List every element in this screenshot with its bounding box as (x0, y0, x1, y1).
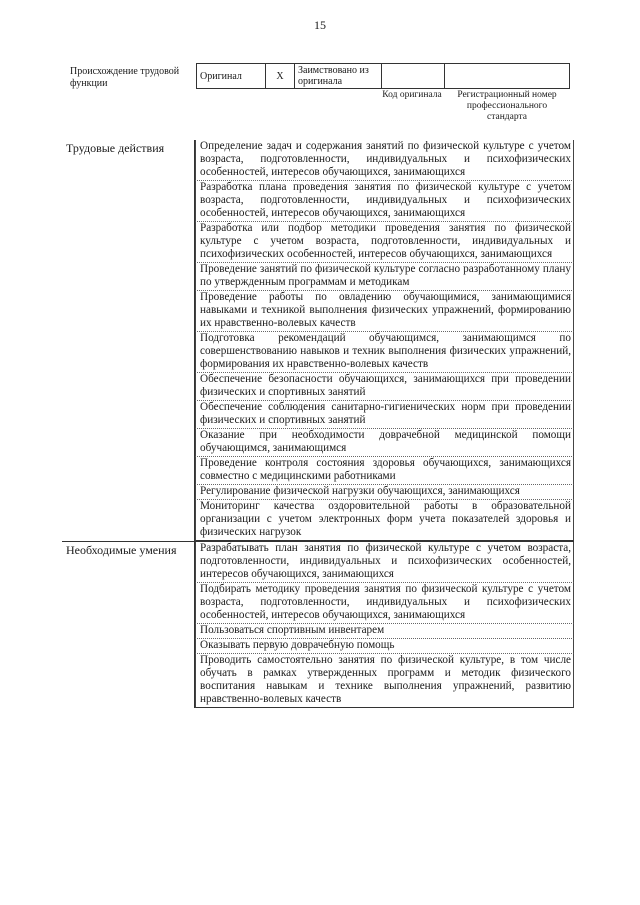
original-mark: X (266, 64, 295, 89)
original-label: Оригинал (197, 64, 266, 89)
list-item: Разработка или подбор методики проведения занятия по физической культуре с учетом возраста, подготовленности, индивидуальных и психофизических особенностей, интересов обучающихся, занимающихся (195, 222, 574, 263)
section-heading: Трудовые действия (62, 140, 195, 542)
list-item: Пользоваться спортивным инвентарем (195, 624, 574, 639)
list-item: Обеспечение безопасности обучающихся, занимающихся при проведении физических и спортивных занятий (195, 373, 574, 401)
list-item: Обеспечение соблюдения санитарно-гигиенических норм при проведении физических и спортивных занятий (195, 401, 574, 429)
list-item: Мониторинг качества оздоровительной работы в образовательной организации с учетом электронных форм учета показателей здоровья и физических нагрузок (195, 500, 574, 541)
section-labor-actions (62, 140, 574, 542)
reg-note: Регистрационный номер профессионального стандарта (457, 90, 557, 122)
code-cell (382, 64, 445, 89)
list-item: Проведение контроля состояния здоровья обучающихся, занимающихся совместно с медицинскими работниками (195, 457, 574, 485)
list-item: Подготовка рекомендаций обучающимся, занимающимся по совершенствованию навыков и техник выполнения физических упражнений, формирования их нравственно-волевых качеств (195, 332, 574, 373)
list-item: Определение задач и содержания занятий по физической культуре с учетом возраста, подготовленности, индивидуальных и психофизических особенностей, интересов обучающихся, занимающихся (195, 140, 574, 181)
list-item: Разрабатывать план занятия по физической культуре с учетом возраста, подготовленности, индивидуальных и психофизических особенностей, интересов обучающихся, занимающихся (195, 542, 574, 583)
list-item: Разработка плана проведения занятия по физической культуре с учетом возраста, подготовленности, индивидуальных и психофизических особенностей, интересов обучающихся, занимающихся (195, 181, 574, 222)
origin-table (196, 63, 570, 89)
reg-number-cell (445, 64, 570, 89)
page-number: 15 (314, 18, 326, 32)
list-item: Регулирование физической нагрузки обучающихся, занимающихся (195, 485, 574, 500)
code-note: Код оригинала (382, 90, 442, 100)
list-item: Проведение занятий по физической культуре согласно разработанному плану по утвержденным программам и методикам (195, 263, 574, 291)
list-item: Подбирать методику проведения занятия по физической культуре с учетом возраста, подготовленности, индивидуальных и психофизических особенностей, интересов обучающихся, занимающихся (195, 583, 574, 624)
list-item: Проводить самостоятельно занятия по физической культуре, в том числе обучать в рамках утвержденных программ и методик физического воспитания навыкам и технике выполнения упражнений, развитию нравственно-волевых качеств (195, 654, 574, 708)
functions-table (62, 140, 574, 708)
origin-label: Происхождение трудовой функции (70, 66, 180, 89)
list-item: Оказание при необходимости доврачебной медицинской помощи обучающимся, занимающимся (195, 429, 574, 457)
list-item: Оказывать первую доврачебную помощь (195, 639, 574, 654)
section-required-skills (62, 542, 574, 709)
borrowed-label: Заимствовано из оригинала (295, 64, 382, 89)
section-heading: Необходимые умения (62, 542, 195, 709)
list-item: Проведение работы по овладению обучающимися, занимающимися навыками и техникой выполнения физических упражнений, формированию их нравственно-волевых качеств (195, 291, 574, 332)
